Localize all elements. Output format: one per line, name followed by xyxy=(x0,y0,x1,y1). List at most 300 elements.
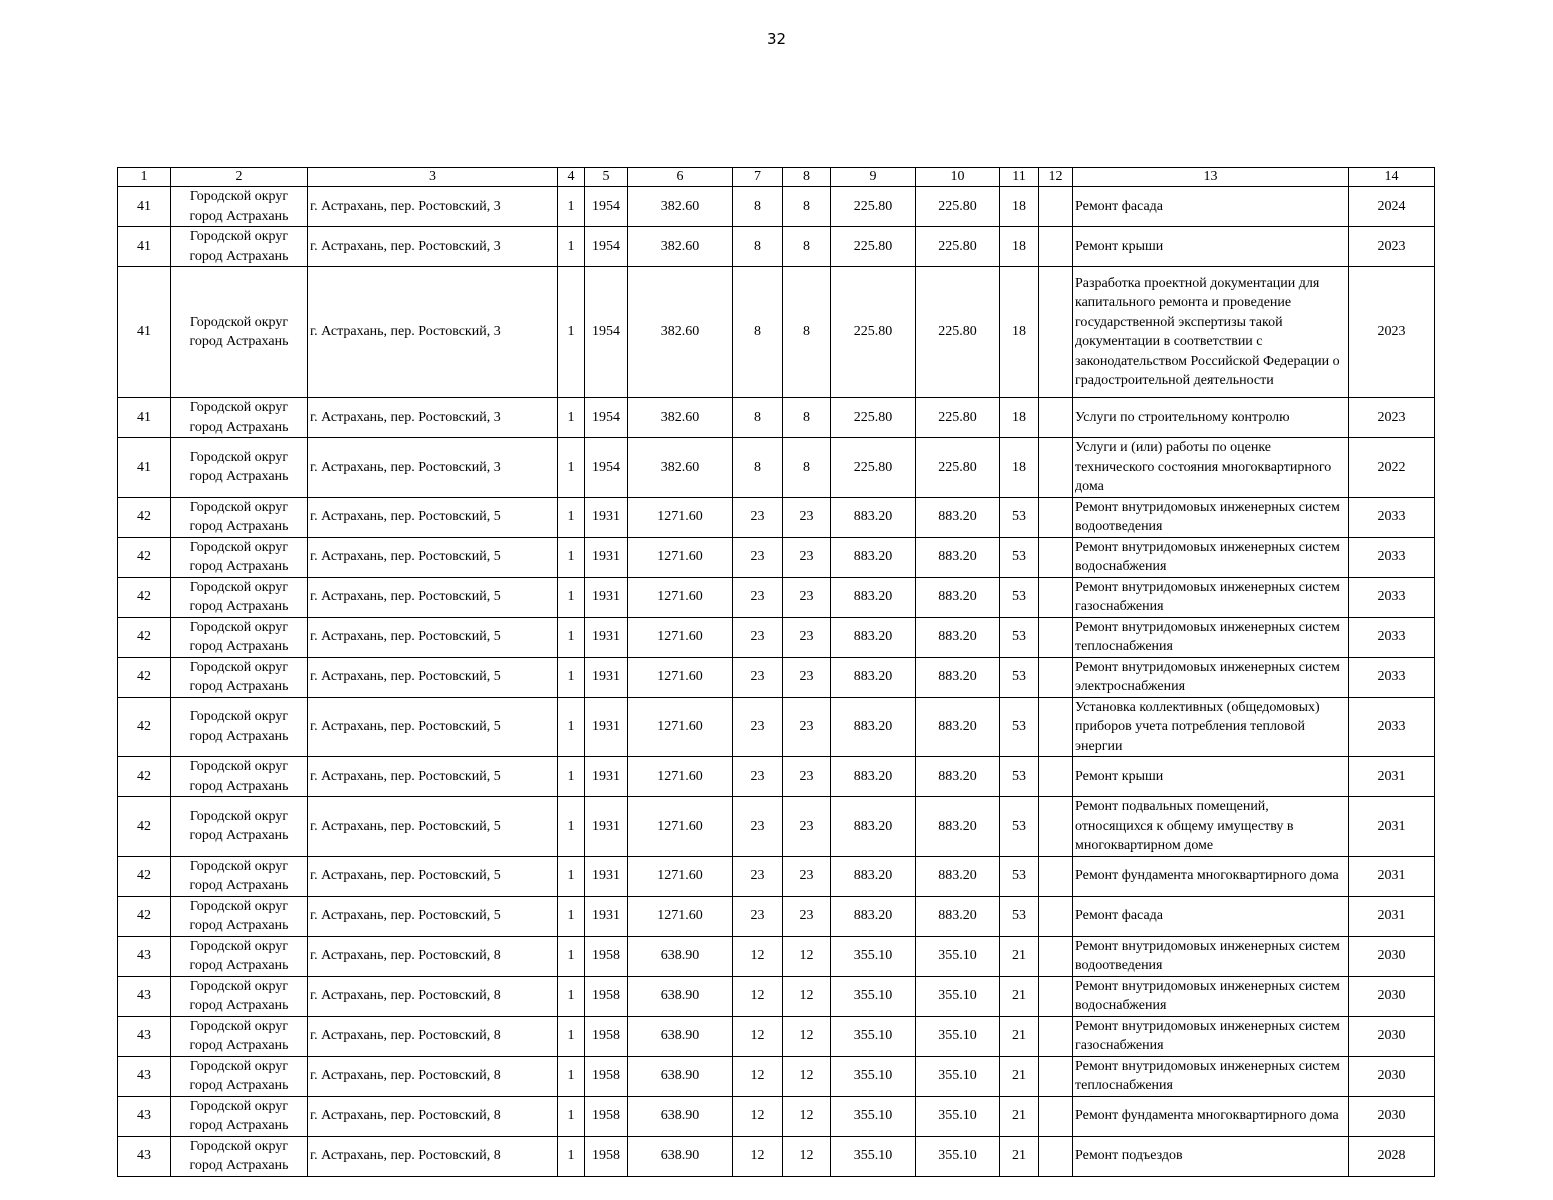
col7-cell: 23 xyxy=(733,497,783,537)
col8-cell: 12 xyxy=(783,976,831,1016)
address-cell: г. Астрахань, пер. Ростовский, 5 xyxy=(308,797,558,857)
address-cell: г. Астрахань, пер. Ростовский, 5 xyxy=(308,577,558,617)
municipality-cell: Городской округ город Астрахань xyxy=(171,497,308,537)
col8-cell: 23 xyxy=(783,896,831,936)
row-number: 41 xyxy=(118,267,171,398)
col6-cell: 638.90 xyxy=(628,1096,733,1136)
col12-cell xyxy=(1039,657,1073,697)
col6-cell: 1271.60 xyxy=(628,797,733,857)
column-header-6: 6 xyxy=(628,168,733,187)
plan-year-cell: 2023 xyxy=(1349,227,1435,267)
col11-cell: 21 xyxy=(1000,1056,1039,1096)
column-header-11: 11 xyxy=(1000,168,1039,187)
col9-cell: 225.80 xyxy=(831,227,916,267)
row-number: 43 xyxy=(118,1096,171,1136)
row-number: 42 xyxy=(118,497,171,537)
col12-cell xyxy=(1039,1056,1073,1096)
municipality-cell: Городской округ город Астрахань xyxy=(171,797,308,857)
table-row xyxy=(118,797,1435,857)
col7-cell: 8 xyxy=(733,438,783,498)
col8-cell: 23 xyxy=(783,797,831,857)
col11-cell: 53 xyxy=(1000,537,1039,577)
col11-cell: 18 xyxy=(1000,227,1039,267)
work-type-cell: Ремонт внутридомовых инженерных систем газоснабжения xyxy=(1073,1016,1349,1056)
table-row xyxy=(118,438,1435,498)
col7-cell: 12 xyxy=(733,1016,783,1056)
table-row xyxy=(118,617,1435,657)
col9-cell: 225.80 xyxy=(831,398,916,438)
col11-cell: 53 xyxy=(1000,697,1039,757)
col9-cell: 225.80 xyxy=(831,267,916,398)
col7-cell: 12 xyxy=(733,1136,783,1176)
col6-cell: 638.90 xyxy=(628,936,733,976)
col6-cell: 1271.60 xyxy=(628,896,733,936)
col9-cell: 225.80 xyxy=(831,187,916,227)
col8-cell: 8 xyxy=(783,227,831,267)
col8-cell: 23 xyxy=(783,657,831,697)
col9-cell: 883.20 xyxy=(831,497,916,537)
build-year-cell: 1958 xyxy=(585,976,628,1016)
col11-cell: 18 xyxy=(1000,267,1039,398)
col8-cell: 23 xyxy=(783,617,831,657)
build-year-cell: 1954 xyxy=(585,438,628,498)
col12-cell xyxy=(1039,617,1073,657)
address-cell: г. Астрахань, пер. Ростовский, 5 xyxy=(308,537,558,577)
column-header-2: 2 xyxy=(171,168,308,187)
col9-cell: 883.20 xyxy=(831,697,916,757)
col4-cell: 1 xyxy=(558,856,585,896)
build-year-cell: 1931 xyxy=(585,657,628,697)
col4-cell: 1 xyxy=(558,657,585,697)
column-header-5: 5 xyxy=(585,168,628,187)
plan-year-cell: 2033 xyxy=(1349,577,1435,617)
table-row xyxy=(118,936,1435,976)
work-type-cell: Ремонт крыши xyxy=(1073,227,1349,267)
table-header xyxy=(118,168,1435,187)
col4-cell: 1 xyxy=(558,577,585,617)
address-cell: г. Астрахань, пер. Ростовский, 3 xyxy=(308,227,558,267)
work-type-cell: Ремонт подъездов xyxy=(1073,1136,1349,1176)
col7-cell: 8 xyxy=(733,227,783,267)
column-header-8: 8 xyxy=(783,168,831,187)
municipality-cell: Городской округ город Астрахань xyxy=(171,1016,308,1056)
table-row xyxy=(118,187,1435,227)
row-number: 42 xyxy=(118,617,171,657)
col10-cell: 883.20 xyxy=(916,537,1000,577)
plan-year-cell: 2031 xyxy=(1349,797,1435,857)
col11-cell: 53 xyxy=(1000,856,1039,896)
col9-cell: 355.10 xyxy=(831,976,916,1016)
address-cell: г. Астрахань, пер. Ростовский, 8 xyxy=(308,1096,558,1136)
col8-cell: 23 xyxy=(783,697,831,757)
col6-cell: 1271.60 xyxy=(628,657,733,697)
work-type-cell: Ремонт фундамента многоквартирного дома xyxy=(1073,1096,1349,1136)
column-header-13: 13 xyxy=(1073,168,1349,187)
col11-cell: 53 xyxy=(1000,617,1039,657)
build-year-cell: 1931 xyxy=(585,537,628,577)
col8-cell: 8 xyxy=(783,398,831,438)
col7-cell: 8 xyxy=(733,267,783,398)
build-year-cell: 1931 xyxy=(585,497,628,537)
plan-year-cell: 2031 xyxy=(1349,757,1435,797)
table-row xyxy=(118,976,1435,1016)
col6-cell: 382.60 xyxy=(628,267,733,398)
col10-cell: 883.20 xyxy=(916,757,1000,797)
address-cell: г. Астрахань, пер. Ростовский, 8 xyxy=(308,976,558,1016)
col8-cell: 8 xyxy=(783,187,831,227)
row-number: 43 xyxy=(118,976,171,1016)
table-row xyxy=(118,1096,1435,1136)
col9-cell: 883.20 xyxy=(831,896,916,936)
municipality-cell: Городской округ город Астрахань xyxy=(171,187,308,227)
col9-cell: 355.10 xyxy=(831,1136,916,1176)
col7-cell: 23 xyxy=(733,797,783,857)
col11-cell: 18 xyxy=(1000,187,1039,227)
col4-cell: 1 xyxy=(558,398,585,438)
col6-cell: 638.90 xyxy=(628,1016,733,1056)
row-number: 42 xyxy=(118,657,171,697)
col6-cell: 382.60 xyxy=(628,227,733,267)
work-type-cell: Услуги по строительному контролю xyxy=(1073,398,1349,438)
col10-cell: 883.20 xyxy=(916,856,1000,896)
col12-cell xyxy=(1039,187,1073,227)
col12-cell xyxy=(1039,896,1073,936)
col12-cell xyxy=(1039,1016,1073,1056)
col11-cell: 18 xyxy=(1000,438,1039,498)
build-year-cell: 1931 xyxy=(585,617,628,657)
address-cell: г. Астрахань, пер. Ростовский, 8 xyxy=(308,1056,558,1096)
table-row xyxy=(118,856,1435,896)
col11-cell: 53 xyxy=(1000,797,1039,857)
row-number: 42 xyxy=(118,537,171,577)
col6-cell: 382.60 xyxy=(628,187,733,227)
col4-cell: 1 xyxy=(558,537,585,577)
col10-cell: 225.80 xyxy=(916,438,1000,498)
column-header-3: 3 xyxy=(308,168,558,187)
col12-cell xyxy=(1039,438,1073,498)
col10-cell: 883.20 xyxy=(916,896,1000,936)
col6-cell: 638.90 xyxy=(628,976,733,1016)
build-year-cell: 1958 xyxy=(585,1096,628,1136)
col12-cell xyxy=(1039,757,1073,797)
col12-cell xyxy=(1039,1136,1073,1176)
col4-cell: 1 xyxy=(558,1136,585,1176)
col7-cell: 23 xyxy=(733,617,783,657)
col9-cell: 883.20 xyxy=(831,797,916,857)
col9-cell: 883.20 xyxy=(831,757,916,797)
col10-cell: 883.20 xyxy=(916,697,1000,757)
work-type-cell: Ремонт внутридомовых инженерных систем водоотведения xyxy=(1073,936,1349,976)
col10-cell: 355.10 xyxy=(916,976,1000,1016)
build-year-cell: 1931 xyxy=(585,896,628,936)
col6-cell: 1271.60 xyxy=(628,537,733,577)
col6-cell: 1271.60 xyxy=(628,856,733,896)
plan-year-cell: 2033 xyxy=(1349,497,1435,537)
col10-cell: 225.80 xyxy=(916,187,1000,227)
col7-cell: 12 xyxy=(733,1096,783,1136)
col6-cell: 1271.60 xyxy=(628,697,733,757)
col6-cell: 382.60 xyxy=(628,438,733,498)
col4-cell: 1 xyxy=(558,1056,585,1096)
col4-cell: 1 xyxy=(558,797,585,857)
row-number: 42 xyxy=(118,577,171,617)
address-cell: г. Астрахань, пер. Ростовский, 3 xyxy=(308,187,558,227)
col8-cell: 8 xyxy=(783,438,831,498)
row-number: 43 xyxy=(118,1016,171,1056)
col8-cell: 23 xyxy=(783,577,831,617)
col12-cell xyxy=(1039,577,1073,617)
col6-cell: 638.90 xyxy=(628,1056,733,1096)
col7-cell: 23 xyxy=(733,577,783,617)
col8-cell: 23 xyxy=(783,537,831,577)
table-row xyxy=(118,577,1435,617)
col12-cell xyxy=(1039,398,1073,438)
build-year-cell: 1954 xyxy=(585,267,628,398)
col10-cell: 355.10 xyxy=(916,1136,1000,1176)
col4-cell: 1 xyxy=(558,1016,585,1056)
col4-cell: 1 xyxy=(558,267,585,398)
col11-cell: 53 xyxy=(1000,757,1039,797)
address-cell: г. Астрахань, пер. Ростовский, 3 xyxy=(308,438,558,498)
col11-cell: 53 xyxy=(1000,896,1039,936)
column-header-4: 4 xyxy=(558,168,585,187)
plan-year-cell: 2022 xyxy=(1349,438,1435,498)
row-number: 42 xyxy=(118,896,171,936)
plan-year-cell: 2030 xyxy=(1349,1016,1435,1056)
work-type-cell: Ремонт внутридомовых инженерных систем водоснабжения xyxy=(1073,976,1349,1016)
col10-cell: 225.80 xyxy=(916,267,1000,398)
address-cell: г. Астрахань, пер. Ростовский, 5 xyxy=(308,757,558,797)
build-year-cell: 1931 xyxy=(585,797,628,857)
work-type-cell: Установка коллективных (общедомовых) приборов учета потребления тепловой энергии xyxy=(1073,697,1349,757)
municipality-cell: Городской округ город Астрахань xyxy=(171,537,308,577)
municipality-cell: Городской округ город Астрахань xyxy=(171,267,308,398)
row-number: 42 xyxy=(118,856,171,896)
col4-cell: 1 xyxy=(558,617,585,657)
plan-year-cell: 2023 xyxy=(1349,398,1435,438)
col4-cell: 1 xyxy=(558,497,585,537)
plan-year-cell: 2031 xyxy=(1349,856,1435,896)
build-year-cell: 1954 xyxy=(585,398,628,438)
plan-year-cell: 2033 xyxy=(1349,617,1435,657)
build-year-cell: 1931 xyxy=(585,697,628,757)
col9-cell: 355.10 xyxy=(831,1096,916,1136)
work-type-cell: Ремонт внутридомовых инженерных систем электроснабжения xyxy=(1073,657,1349,697)
work-type-cell: Ремонт внутридомовых инженерных систем теплоснабжения xyxy=(1073,617,1349,657)
address-cell: г. Астрахань, пер. Ростовский, 8 xyxy=(308,1136,558,1176)
col10-cell: 355.10 xyxy=(916,1016,1000,1056)
table-row xyxy=(118,398,1435,438)
table-row xyxy=(118,1056,1435,1096)
col9-cell: 883.20 xyxy=(831,617,916,657)
plan-year-cell: 2028 xyxy=(1349,1136,1435,1176)
col9-cell: 225.80 xyxy=(831,438,916,498)
col10-cell: 355.10 xyxy=(916,936,1000,976)
col10-cell: 883.20 xyxy=(916,657,1000,697)
municipality-cell: Городской округ город Астрахань xyxy=(171,757,308,797)
column-header-1: 1 xyxy=(118,168,171,187)
municipality-cell: Городской округ город Астрахань xyxy=(171,398,308,438)
build-year-cell: 1931 xyxy=(585,856,628,896)
col10-cell: 225.80 xyxy=(916,398,1000,438)
table-body xyxy=(118,187,1435,1177)
col8-cell: 12 xyxy=(783,936,831,976)
col9-cell: 355.10 xyxy=(831,936,916,976)
row-number: 41 xyxy=(118,398,171,438)
col9-cell: 883.20 xyxy=(831,577,916,617)
col10-cell: 225.80 xyxy=(916,227,1000,267)
col11-cell: 21 xyxy=(1000,1096,1039,1136)
work-type-cell: Разработка проектной документации для капитального ремонта и проведение государственной экспертизы такой документации в соответствии с законодательством Российской Федерации о градостроительной деятельности xyxy=(1073,267,1349,398)
table-row xyxy=(118,697,1435,757)
plan-year-cell: 2033 xyxy=(1349,537,1435,577)
work-type-cell: Ремонт внутридомовых инженерных систем газоснабжения xyxy=(1073,577,1349,617)
col12-cell xyxy=(1039,797,1073,857)
table-row xyxy=(118,757,1435,797)
col8-cell: 12 xyxy=(783,1056,831,1096)
header-row xyxy=(118,168,1435,187)
col7-cell: 23 xyxy=(733,657,783,697)
build-year-cell: 1958 xyxy=(585,1016,628,1056)
column-header-9: 9 xyxy=(831,168,916,187)
work-type-cell: Ремонт крыши xyxy=(1073,757,1349,797)
col4-cell: 1 xyxy=(558,438,585,498)
row-number: 42 xyxy=(118,757,171,797)
col11-cell: 21 xyxy=(1000,1016,1039,1056)
col7-cell: 23 xyxy=(733,896,783,936)
address-cell: г. Астрахань, пер. Ростовский, 3 xyxy=(308,398,558,438)
municipality-cell: Городской округ город Астрахань xyxy=(171,1056,308,1096)
table-row xyxy=(118,227,1435,267)
col12-cell xyxy=(1039,537,1073,577)
table-row xyxy=(118,267,1435,398)
plan-year-cell: 2033 xyxy=(1349,657,1435,697)
col4-cell: 1 xyxy=(558,757,585,797)
col9-cell: 883.20 xyxy=(831,537,916,577)
col8-cell: 23 xyxy=(783,856,831,896)
address-cell: г. Астрахань, пер. Ростовский, 8 xyxy=(308,1016,558,1056)
address-cell: г. Астрахань, пер. Ростовский, 3 xyxy=(308,267,558,398)
col12-cell xyxy=(1039,227,1073,267)
address-cell: г. Астрахань, пер. Ростовский, 5 xyxy=(308,617,558,657)
build-year-cell: 1958 xyxy=(585,936,628,976)
page-number: 32 xyxy=(766,30,787,48)
table-row xyxy=(118,497,1435,537)
col11-cell: 21 xyxy=(1000,936,1039,976)
work-type-cell: Ремонт внутридомовых инженерных систем теплоснабжения xyxy=(1073,1056,1349,1096)
row-number: 42 xyxy=(118,697,171,757)
build-year-cell: 1958 xyxy=(585,1056,628,1096)
col10-cell: 883.20 xyxy=(916,497,1000,537)
col7-cell: 12 xyxy=(733,1056,783,1096)
build-year-cell: 1931 xyxy=(585,577,628,617)
plan-year-cell: 2031 xyxy=(1349,896,1435,936)
col7-cell: 23 xyxy=(733,757,783,797)
row-number: 41 xyxy=(118,227,171,267)
col8-cell: 12 xyxy=(783,1016,831,1056)
col8-cell: 12 xyxy=(783,1096,831,1136)
row-number: 43 xyxy=(118,1056,171,1096)
plan-year-cell: 2033 xyxy=(1349,697,1435,757)
address-cell: г. Астрахань, пер. Ростовский, 5 xyxy=(308,657,558,697)
col6-cell: 1271.60 xyxy=(628,617,733,657)
col12-cell xyxy=(1039,936,1073,976)
col6-cell: 1271.60 xyxy=(628,757,733,797)
col11-cell: 21 xyxy=(1000,1136,1039,1176)
column-header-14: 14 xyxy=(1349,168,1435,187)
col4-cell: 1 xyxy=(558,1096,585,1136)
work-type-cell: Ремонт внутридомовых инженерных систем водоснабжения xyxy=(1073,537,1349,577)
col12-cell xyxy=(1039,267,1073,398)
municipality-cell: Городской округ город Астрахань xyxy=(171,617,308,657)
row-number: 43 xyxy=(118,936,171,976)
work-type-cell: Ремонт подвальных помещений, относящихся к общему имуществу в многоквартирном доме xyxy=(1073,797,1349,857)
municipality-cell: Городской округ город Астрахань xyxy=(171,438,308,498)
plan-year-cell: 2024 xyxy=(1349,187,1435,227)
address-cell: г. Астрахань, пер. Ростовский, 8 xyxy=(308,936,558,976)
row-number: 41 xyxy=(118,438,171,498)
address-cell: г. Астрахань, пер. Ростовский, 5 xyxy=(308,896,558,936)
column-header-12: 12 xyxy=(1039,168,1073,187)
col7-cell: 12 xyxy=(733,936,783,976)
row-number: 41 xyxy=(118,187,171,227)
col12-cell xyxy=(1039,976,1073,1016)
build-year-cell: 1931 xyxy=(585,757,628,797)
work-type-cell: Ремонт фасада xyxy=(1073,187,1349,227)
table-row xyxy=(118,1016,1435,1056)
municipality-cell: Городской округ город Астрахань xyxy=(171,1136,308,1176)
col10-cell: 355.10 xyxy=(916,1056,1000,1096)
col9-cell: 883.20 xyxy=(831,657,916,697)
col9-cell: 355.10 xyxy=(831,1016,916,1056)
col8-cell: 23 xyxy=(783,757,831,797)
work-type-cell: Услуги и (или) работы по оценке технического состояния многоквартирного дома xyxy=(1073,438,1349,498)
build-year-cell: 1958 xyxy=(585,1136,628,1176)
build-year-cell: 1954 xyxy=(585,187,628,227)
col9-cell: 883.20 xyxy=(831,856,916,896)
build-year-cell: 1954 xyxy=(585,227,628,267)
col7-cell: 23 xyxy=(733,537,783,577)
col7-cell: 8 xyxy=(733,398,783,438)
work-type-cell: Ремонт внутридомовых инженерных систем водоотведения xyxy=(1073,497,1349,537)
municipality-cell: Городской округ город Астрахань xyxy=(171,697,308,757)
col8-cell: 8 xyxy=(783,267,831,398)
col10-cell: 883.20 xyxy=(916,617,1000,657)
plan-year-cell: 2030 xyxy=(1349,1096,1435,1136)
col7-cell: 23 xyxy=(733,856,783,896)
municipality-cell: Городской округ город Астрахань xyxy=(171,936,308,976)
col7-cell: 12 xyxy=(733,976,783,1016)
col8-cell: 12 xyxy=(783,1136,831,1176)
address-cell: г. Астрахань, пер. Ростовский, 5 xyxy=(308,697,558,757)
col6-cell: 1271.60 xyxy=(628,577,733,617)
address-cell: г. Астрахань, пер. Ростовский, 5 xyxy=(308,856,558,896)
col10-cell: 883.20 xyxy=(916,797,1000,857)
municipality-cell: Городской округ город Астрахань xyxy=(171,856,308,896)
municipality-cell: Городской округ город Астрахань xyxy=(171,1096,308,1136)
table-row xyxy=(118,1136,1435,1176)
col4-cell: 1 xyxy=(558,227,585,267)
col12-cell xyxy=(1039,1096,1073,1136)
table-row xyxy=(118,537,1435,577)
plan-year-cell: 2030 xyxy=(1349,1056,1435,1096)
municipality-cell: Городской округ город Астрахань xyxy=(171,976,308,1016)
capital-repair-table xyxy=(117,167,1435,1177)
col4-cell: 1 xyxy=(558,936,585,976)
row-number: 43 xyxy=(118,1136,171,1176)
col8-cell: 23 xyxy=(783,497,831,537)
col4-cell: 1 xyxy=(558,896,585,936)
